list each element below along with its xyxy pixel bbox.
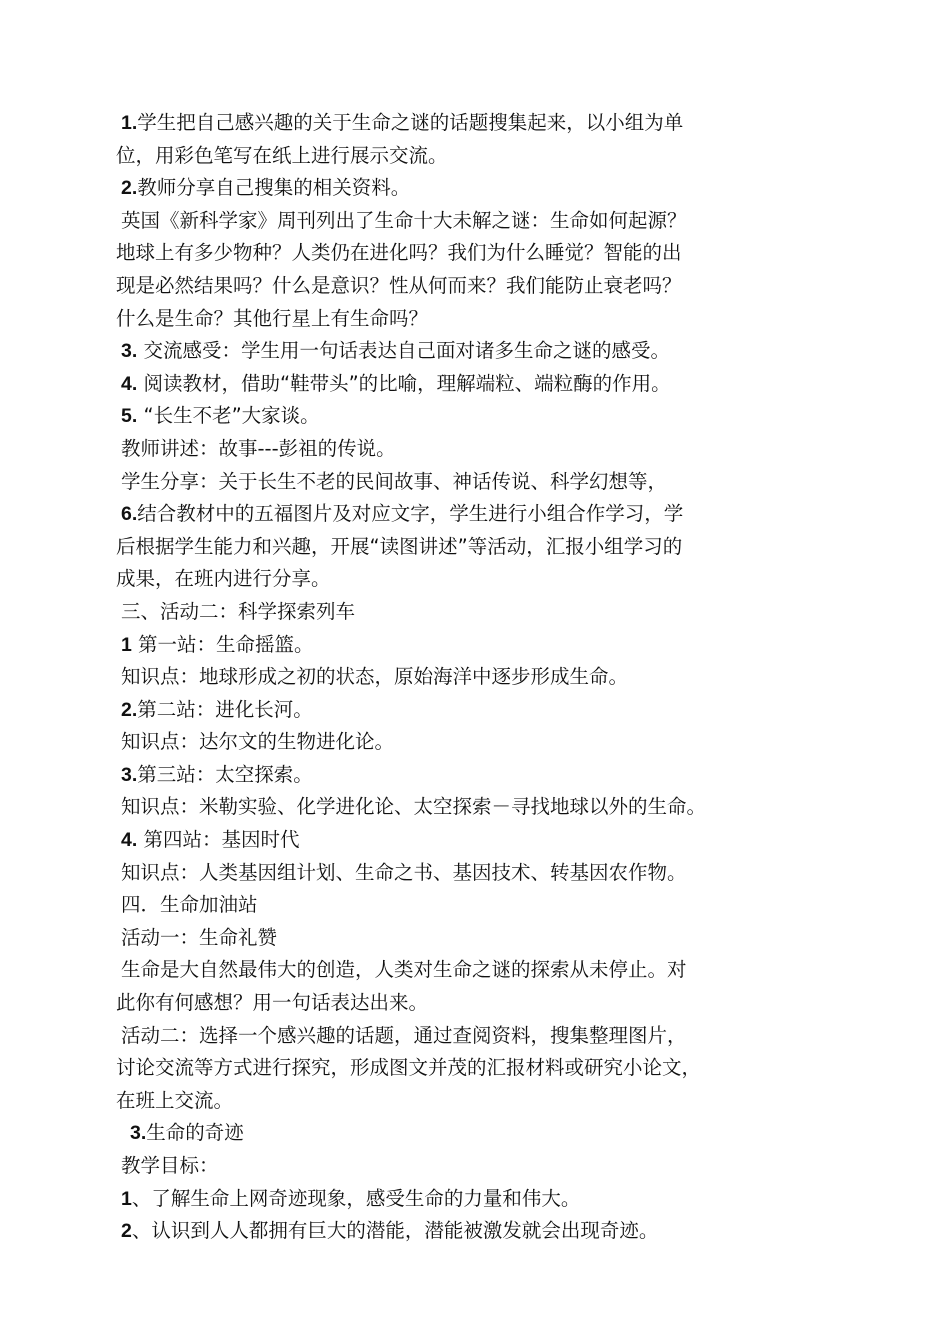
paragraph-line xyxy=(116,759,856,792)
line-text: 阅读教材，借助“鞋带头”的比喻，理解端粒、端粒酶的作用。 xyxy=(137,371,671,395)
paragraph-line xyxy=(116,922,856,955)
paragraph-line xyxy=(116,140,856,173)
item-number: 2. xyxy=(121,177,138,200)
item-number: 1. xyxy=(121,112,138,134)
paragraph-line xyxy=(116,824,856,857)
paragraph-line xyxy=(116,1020,856,1053)
paragraph-line xyxy=(116,987,856,1020)
paragraph-line xyxy=(116,433,856,466)
line-text: 在班上交流。 xyxy=(116,1088,234,1112)
line-text: 后根据学生能力和兴趣，开展“读图讲述”等活动，汇报小组学习的 xyxy=(116,534,683,558)
line-text: 教学目标： xyxy=(121,1154,219,1177)
line-text: 讨论交流等方式进行探究，形成图文并茂的汇报材料或研究小论文， xyxy=(116,1056,702,1080)
paragraph-line xyxy=(116,694,856,727)
paragraph-line xyxy=(116,954,856,987)
paragraph-line xyxy=(116,498,856,531)
paragraph-line xyxy=(116,1215,856,1248)
paragraph-line xyxy=(116,1150,856,1183)
paragraph-line xyxy=(116,237,856,270)
line-text: 地球上有多少物种？人类仍在进化吗？我们为什么睡觉？智能的出 xyxy=(116,241,682,265)
line-text: 此你有何感想？用一句话表达出来。 xyxy=(116,991,429,1015)
item-number: 3. xyxy=(121,340,138,363)
paragraph-line xyxy=(116,726,856,759)
line-text: 生命是大自然最伟大的创造，人类对生命之谜的探索从未停止。对 xyxy=(121,958,687,982)
paragraph-line xyxy=(116,466,856,499)
paragraph-line xyxy=(116,172,856,205)
paragraph-line xyxy=(116,531,856,564)
paragraph-line xyxy=(116,335,856,368)
item-number: 4. xyxy=(121,372,138,395)
item-number: 6. xyxy=(121,503,138,526)
section-heading xyxy=(116,596,856,629)
section-heading xyxy=(116,889,856,922)
paragraph-line xyxy=(116,1052,856,1085)
paragraph-line xyxy=(116,563,856,596)
line-text: 教师分享自己搜集的相关资料。 xyxy=(137,176,411,200)
line-text: 结合教材中的五福图片及对应文字，学生进行小组合作学习，学 xyxy=(137,502,684,526)
line-text: 四．生命加油站 xyxy=(121,893,258,917)
line-text: 知识点：地球形成之初的状态，原始海洋中逐步形成生命。 xyxy=(121,665,629,689)
line-text: 第四站：基因时代 xyxy=(137,828,300,852)
paragraph-line xyxy=(116,1085,856,1118)
line-text: 知识点：达尔文的生物进化论。 xyxy=(121,730,395,754)
line-text: 、了解生命上网奇迹现象，感受生命的力量和伟大。 xyxy=(131,1186,581,1210)
item-number: 1 xyxy=(121,633,132,656)
line-text: 、认识到人人都拥有巨大的潜能，潜能被激发就会出现奇迹。 xyxy=(131,1219,659,1243)
item-number: 4. xyxy=(121,829,138,852)
paragraph-line xyxy=(116,400,856,433)
item-number: 1 xyxy=(121,1187,132,1210)
paragraph-line xyxy=(116,1183,856,1216)
line-text: 活动二：选择一个感兴趣的话题，通过查阅资料，搜集整理图片， xyxy=(121,1023,687,1047)
line-text: “长生不老”大家谈。 xyxy=(137,404,320,428)
item-number: 3. xyxy=(130,1122,147,1145)
line-text: 第三站：太空探索。 xyxy=(137,762,313,786)
paragraph-line xyxy=(116,107,856,140)
line-text: 学生分享：关于长生不老的民间故事、神话传说、科学幻想等， xyxy=(121,469,668,493)
line-text: 英国《新科学家》周刊列出了生命十大未解之谜：生命如何起源？ xyxy=(121,208,687,232)
item-number: 2 xyxy=(121,1220,132,1243)
paragraph-line xyxy=(116,857,856,890)
line-text: 教师讲述：故事---彭祖的传说。 xyxy=(121,436,396,460)
line-text: 活动一：生命礼赞 xyxy=(121,925,278,949)
paragraph-line xyxy=(116,629,856,662)
line-text: 学生把自己感兴趣的关于生命之谜的话题搜集起来，以小组为单 xyxy=(137,111,684,134)
line-text: 交流感受：学生用一句话表达自己面对诸多生命之谜的感受。 xyxy=(137,339,670,363)
paragraph-line xyxy=(116,368,856,401)
section-heading xyxy=(116,1117,856,1150)
paragraph-line xyxy=(116,205,856,238)
paragraph-line xyxy=(116,791,856,824)
line-text: 第一站：生命摇篮。 xyxy=(131,632,314,656)
line-text: 知识点：人类基因组计划、生命之书、基因技术、转基因农作物。 xyxy=(121,860,687,884)
item-number: 3. xyxy=(121,763,138,786)
line-text: 三、活动二：科学探索列车 xyxy=(121,599,356,623)
line-text: 什么是生命？其他行星上有生命吗？ xyxy=(116,306,429,330)
item-number: 5. xyxy=(121,405,138,428)
item-number: 2. xyxy=(121,698,138,721)
line-text: 位，用彩色笔写在纸上进行展示交流。 xyxy=(116,143,448,167)
paragraph-line xyxy=(116,661,856,694)
line-text: 知识点：米勒实验、化学进化论、太空探索－寻找地球以外的生命。 xyxy=(121,795,707,819)
line-text: 生命的奇迹 xyxy=(146,1121,244,1145)
line-text: 现是必然结果吗？什么是意识？性从何而来？我们能防止衰老吗？ xyxy=(116,273,682,297)
paragraph-line xyxy=(116,270,856,303)
document-body xyxy=(116,107,856,1248)
line-text: 成果，在班内进行分享。 xyxy=(116,567,331,591)
line-text: 第二站：进化长河。 xyxy=(137,697,313,721)
paragraph-line xyxy=(116,303,856,336)
